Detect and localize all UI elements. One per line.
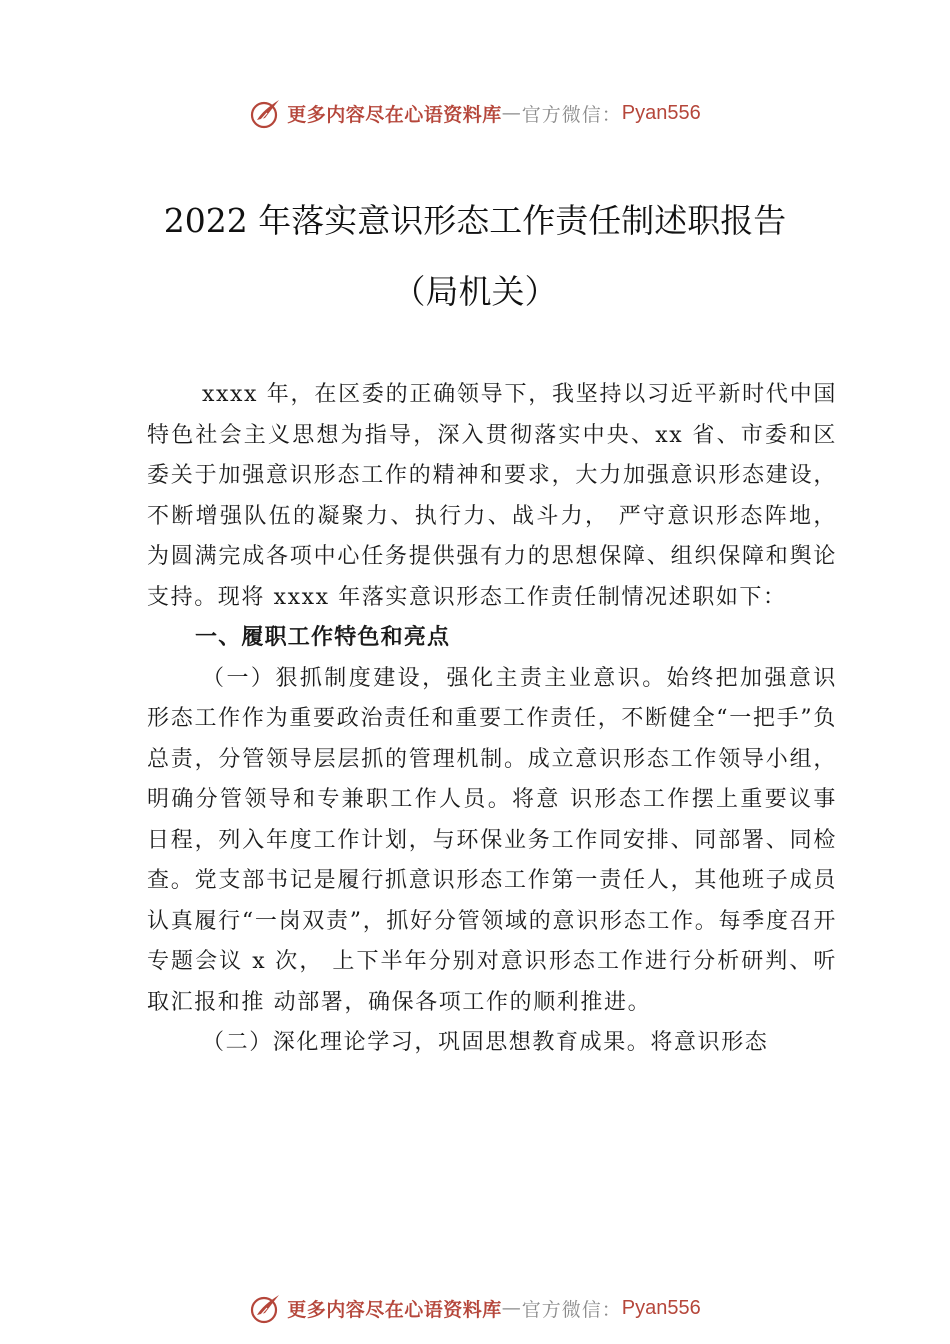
watermark-banner-bottom	[0, 1288, 950, 1328]
document-subtitle: （局机关）	[392, 272, 558, 311]
watermark-library-text: 更多内容尽在心语资料库	[287, 103, 502, 126]
watermark-wechat-id: Pyan556	[621, 101, 701, 124]
watermark-wechat-label: 官方微信：	[521, 1298, 622, 1321]
watermark-banner-top	[0, 93, 950, 133]
watermark-library-text: 更多内容尽在心语资料库	[287, 1298, 502, 1321]
watermark-dash: —	[501, 1297, 522, 1319]
item-1-paragraph: （一）狠抓制度建设，强化主责主业意识。始终把加强意识形态工作作为重要政治责任和重要工作责任，不断健全“一把手”负总责，分管领导层层抓的管理机制。成立意识形态工作领导小组，明确分管领导和专兼职工作人员。将意 识形态工作摆上重要议事日程，列入年度工作计划，与环保业务工作同安排、同部署、同检查。党支部书记是履行抓意识形态工作第一责任人，其他班子成员认真履行“一岗双责”，抓好分管领域的意识形态工作。每季度召开专题会议 x 次， 上下半年分别对意识形态工作进行分析研判、听取汇报和推 动部署，确保各项工作的顺利推进。	[147, 665, 837, 1015]
watermark-dash: —	[501, 102, 522, 124]
intro-paragraph: xxxx 年，在区委的正确领导下，我坚持以习近平新时代中国特色社会主义思想为指导，深入贯彻落实中央、xx 省、市委和区委关于加强意识形态工作的精神和要求，大力加强意识形态建设，不断增强队伍的凝聚力、执行力、战斗力， 严守意识形态阵地，为圆满完成各项中心任务提供强有力的思想保障、组织保障和舆论支持。现将 xxxx 年落实意识形态工作责任制情况述职如下：	[147, 382, 837, 610]
document-body	[147, 375, 837, 1064]
document-title: 2022 年落实意识形态工作责任制述职报告	[163, 201, 787, 240]
watermark-wechat-id: Pyan556	[621, 1296, 701, 1319]
item-2-paragraph: （二）深化理论学习，巩固思想教育成果。将意识形态	[202, 1030, 769, 1055]
watermark-wechat-label: 官方微信：	[521, 103, 622, 126]
quill-logo-icon	[249, 1291, 283, 1325]
quill-logo-icon	[249, 96, 283, 130]
section-heading-1: 一、履职工作特色和亮点	[195, 625, 451, 650]
